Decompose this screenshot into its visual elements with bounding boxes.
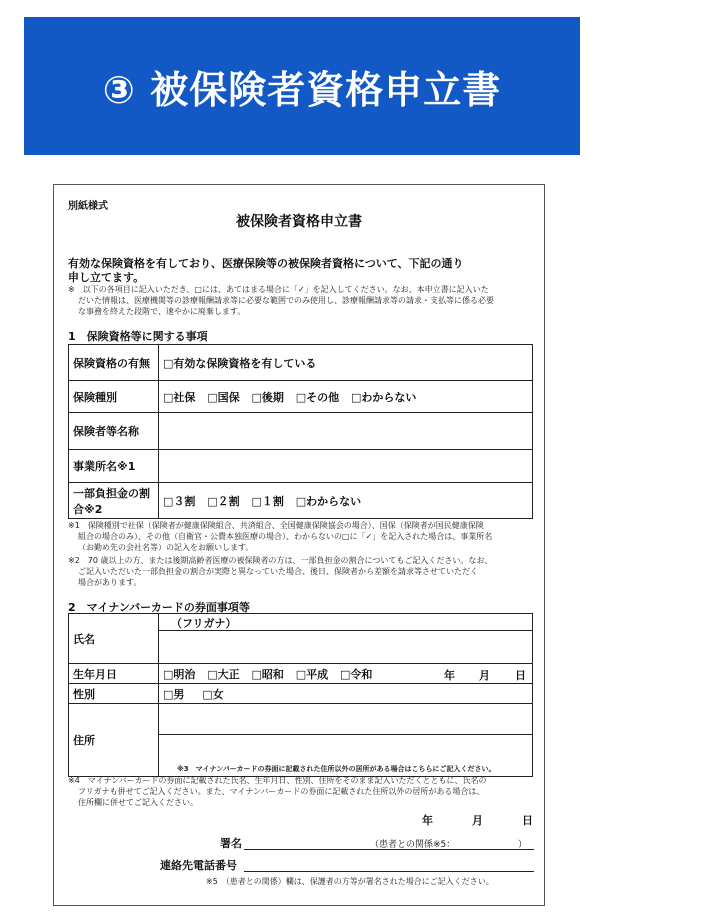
table-row <box>69 614 533 664</box>
option-checkbox[interactable]: □わからない <box>351 390 417 404</box>
copay-options <box>159 483 533 519</box>
option-checkbox[interactable]: □令和 <box>340 667 373 681</box>
note-line-3: な事務を終えた段階で、速やかに廃棄します。 <box>78 307 246 316</box>
insurance-type-options <box>159 381 533 413</box>
note-line-1: ※ 以下の各項目に記入いただき、□には、あてはまる場合に「✓」を記入してください。なお、本申立書に記入いた <box>68 285 489 294</box>
option-checkbox[interactable]: □２割 <box>207 494 240 508</box>
section2-heading: 2 マイナンバーカードの券面事項等 <box>68 601 250 614</box>
relation-close: ） <box>518 840 528 850</box>
row-label: 氏名 <box>69 614 159 664</box>
form-document <box>53 184 545 906</box>
note-line-2: だいた情報は、医療機関等の診療報酬請求等に必要な範囲でのみ使用し、診療報酬請求等の請求・支払等に係る必要 <box>78 296 494 305</box>
note2-line-1: ※2 70 歳以上の方、または後期高齢者医療の被保険者の方は、一部負担金の割合についてもご記入ください。なお、 <box>68 556 493 565</box>
row-label: 事業所名※1 <box>69 450 159 483</box>
year-unit: 年 <box>444 669 455 682</box>
birthdate-field <box>159 664 533 684</box>
note1-line-2: 組合の場合のみ）、その他（自衛官・公費本独医療の場合）、わからないの□に「✓」を記入された場合は、事業所名 <box>78 532 493 541</box>
relation-label: （患者との関係※5： <box>370 840 456 850</box>
row-label: 生年月日 <box>69 664 159 684</box>
option-checkbox[interactable]: □わからない <box>295 494 362 508</box>
option-checkbox[interactable]: □昭和 <box>251 667 284 681</box>
table-row <box>69 684 533 704</box>
table-row <box>69 345 533 381</box>
day-unit: 日 <box>515 669 526 682</box>
banner-title: ③ 被保険者資格申立書 <box>102 67 502 112</box>
option-checkbox[interactable]: □平成 <box>295 667 329 681</box>
form-title: 被保険者資格申立書 <box>236 214 362 230</box>
intro-line-1: 有効な保険資格を有しており、医療保険等の被保険者資格について、下記の通り <box>68 257 464 270</box>
qualification-options <box>159 345 533 381</box>
option-checkbox[interactable]: □大正 <box>207 667 240 681</box>
footer-year: 年 <box>422 814 433 827</box>
name-field[interactable] <box>159 614 533 664</box>
furigana-label: （フリガナ） <box>159 614 532 631</box>
footer-day: 日 <box>522 814 533 827</box>
note1-line-3: （お勤め先の会社名等）の記入をお願いします。 <box>78 543 254 552</box>
row-label: 一部負担金の割合※2 <box>69 483 159 519</box>
note2-line-2: ご記入いただいた一部負担金の割合が実際と異なっていた場合、後日、保険者から差額を請求等させていただく <box>78 567 478 576</box>
phone-label: 連絡先電話番号 <box>160 859 237 872</box>
option-checkbox[interactable]: □後期 <box>251 390 284 404</box>
option-checkbox[interactable]: □社保 <box>163 390 196 404</box>
note4-line-2: フリガナも併せてご記入ください。また、マイナンバーカードの券面に記載された住所以外の居所がある場合は、 <box>78 787 485 796</box>
footer-month: 月 <box>472 814 483 827</box>
table-row <box>69 704 533 777</box>
table-row <box>69 483 533 519</box>
option-checkbox[interactable]: □明治 <box>163 667 196 681</box>
title-banner <box>24 17 580 155</box>
table-row <box>69 664 533 684</box>
phone-line[interactable] <box>244 871 534 872</box>
month-unit: 月 <box>479 669 490 682</box>
intro-line-2: 申し立てます。 <box>68 271 145 284</box>
option-checkbox[interactable]: □３割 <box>163 494 196 508</box>
section1-heading: 1 保険資格等に関する事項 <box>68 330 208 343</box>
gender-field <box>159 684 533 704</box>
form-id: 別紙様式 <box>68 201 108 212</box>
address-field[interactable] <box>159 704 533 777</box>
row-label: 保険資格の有無 <box>69 345 159 381</box>
signature-label: 署名 <box>220 837 242 850</box>
option-checkbox[interactable]: □男 <box>163 687 185 701</box>
row-label: 保険者等名称 <box>69 413 159 450</box>
table-row <box>69 381 533 413</box>
insurer-name-field[interactable] <box>159 413 533 450</box>
note4-line-1: ※4 マイナンバーカードの券面に記載された氏名、生年月日、性別、住所をそのまま記入いただくとともに、氏名の <box>68 776 487 785</box>
office-name-field[interactable] <box>159 450 533 483</box>
option-checkbox[interactable]: □国保 <box>207 390 240 404</box>
row-label: 住所 <box>69 704 159 777</box>
option-checkbox[interactable]: □その他 <box>295 390 340 404</box>
address-note: ※3 マイナンバーカードの券面に記載された住所以外の居所がある場合はこちらにご記入ください。 <box>177 765 496 773</box>
table-row <box>69 413 533 450</box>
insurance-table <box>68 344 533 519</box>
option-checkbox[interactable]: □１割 <box>251 494 284 508</box>
table-row <box>69 450 533 483</box>
row-label: 性別 <box>69 684 159 704</box>
option-checkbox[interactable]: □有効な保険資格を有している <box>163 356 317 370</box>
note2-line-3: 場合があります。 <box>78 578 142 587</box>
row-label: 保険種別 <box>69 381 159 413</box>
card-table <box>68 613 533 777</box>
note1-line-1: ※1 保険種別で社保（保険者が健康保険組合、共済組合、全国健康保険協会の場合）、国保（保険者が国民健康保険 <box>68 521 484 530</box>
option-checkbox[interactable]: □女 <box>202 687 224 701</box>
note4-line-3: 住所欄に併せてご記入ください。 <box>78 798 198 807</box>
note5: ※5 （患者との関係）欄は、保護者の方等が署名された場合にご記入ください。 <box>206 877 494 886</box>
